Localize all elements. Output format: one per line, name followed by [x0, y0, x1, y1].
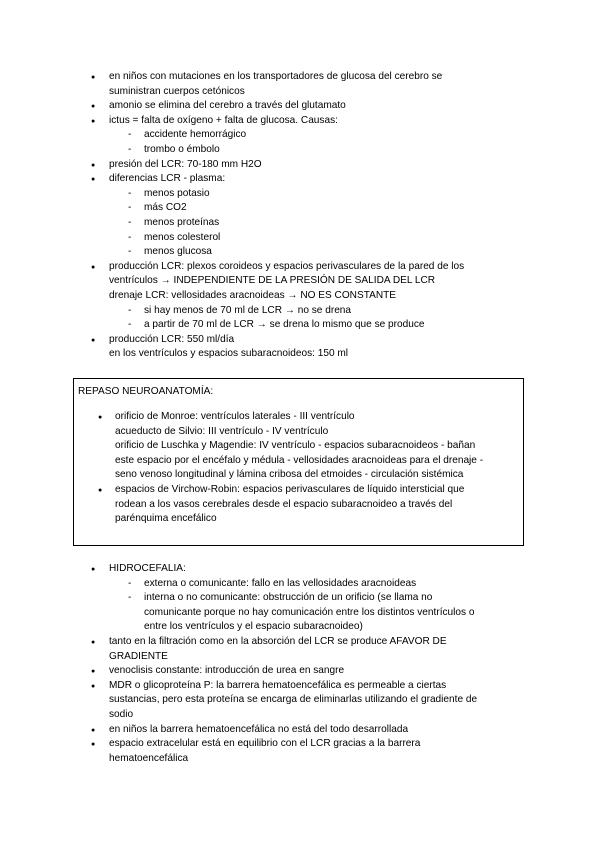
bullet-item: [109, 158, 529, 173]
box-bullet-list: [115, 410, 520, 527]
sub-item: - menos glucosa: [144, 245, 529, 260]
bullet-text-line: rodean a los vasos cerebrales desde el espacio subaracnoideo a través del: [115, 498, 453, 510]
sub-item: - menos potasio: [144, 187, 529, 202]
sub-list: [144, 128, 529, 157]
bullet-text-line: ● ictus = falta de oxígeno + falta de glucosa. Causas:: [109, 114, 338, 126]
sub-item: [144, 591, 529, 635]
bullet-item: [109, 70, 529, 99]
bullet-text-line: ● orificio de Monroe: ventrículos laterales - III ventrículo: [115, 411, 355, 422]
bullet-text-line: ● presión del LCR: 70-180 mm H2O: [109, 158, 262, 170]
bullet-item: [109, 737, 529, 766]
sub-item: - menos colesterol: [144, 231, 529, 246]
sub-item: - externa o comunicante: fallo en las vellosidades aracnoideas: [144, 577, 529, 592]
bullet-text-line: sustancias, pero esta proteína se encarga de eliminarlas utilizando el gradiente de: [109, 694, 478, 706]
sub-item-line: - interna o no comunicante: obstrucción de un orificio (se llama no: [144, 592, 433, 604]
sub-item: - menos proteínas: [144, 216, 529, 231]
sub-list: [144, 304, 529, 333]
bullet-text-line: ● tanto en la filtración como en la absorción del LCR se produce AFAVOR DE: [109, 635, 447, 647]
bullet-item: [109, 635, 529, 664]
sub-item: - accidente hemorrágico: [144, 128, 529, 143]
bullet-text-line: acueducto de Silvio: III ventrículo - IV ventrículo: [115, 425, 329, 437]
bullet-text-line: ● venoclisis constante: introducción de urea en sangre: [109, 665, 345, 677]
sub-list: [144, 187, 529, 260]
bullet-text-line: seno venoso longitudinal y lámina cribosa del etmoides - circulación sistémica: [115, 469, 464, 481]
bullet-text-line: ● espacio extracelular está en equilibrio con el LCR gracias a la barrera: [109, 738, 421, 750]
bullet-item: [115, 483, 520, 527]
bullet-item: [115, 410, 520, 483]
bullet-text-line: en los ventrículos y espacios subaracnoideos: 150 ml: [109, 348, 349, 360]
neuroanatomy-review-box: [73, 378, 524, 546]
bullet-text-line: ● producción LCR: plexos coroideos y espacios perivasculares de la pared de los: [109, 260, 465, 272]
bullet-text-line: parénquima encefálico: [115, 513, 217, 525]
bullet-item: [109, 562, 529, 635]
bullet-text-line: ● diferencias LCR - plasma:: [109, 173, 226, 185]
bullet-item: [109, 114, 529, 158]
bullet-text-line: GRADIENTE: [109, 650, 168, 662]
bullet-text-line: ● en niños la barrera hematoencefálica no está del todo desarrollada: [109, 723, 409, 735]
bullet-text-line: ● amonio se elimina del cerebro a través del glutamato: [109, 100, 346, 112]
bullet-text-line: ● espacios de Virchow-Robin: espacios perivasculares de líquido intersticial que: [115, 483, 465, 495]
bullet-text-line: ventrículos → INDEPENDIENTE DE LA PRESIÓN DE SALIDA DEL LCR: [109, 275, 436, 287]
bullet-item: [109, 333, 529, 362]
bullet-text-line: sodio: [109, 708, 134, 720]
bullet-item: [109, 664, 529, 679]
bullet-text-line: ● producción LCR: 550 ml/día: [109, 333, 235, 345]
bullet-text-line: hematoencefálica: [109, 752, 189, 764]
sub-list: [144, 577, 529, 635]
sub-item: - más CO2: [144, 201, 529, 216]
bullet-item: [109, 260, 529, 333]
bullet-text-line: ● en niños con mutaciones en los transportadores de glucosa del cerebro se: [109, 71, 443, 82]
bullet-text-line: ● HIDROCEFALIA:: [109, 563, 186, 574]
bullet-text-line: este espacio por el encéfalo y médula - vellosidades aracnoideas para el drenaje -: [115, 454, 484, 466]
sub-item-line: entre los ventrículos y el espacio subaracnoideo): [144, 621, 363, 633]
sub-item: - si hay menos de 70 ml de LCR → no se drena: [144, 304, 529, 319]
bullet-text-line: orificio de Luschka y Magendie: IV ventrículo - espacios subaracnoideos - bañan: [115, 440, 476, 452]
notes-section-2: [109, 562, 529, 766]
bullet-text-line: suministran cuerpos cetónicos: [109, 85, 245, 97]
sub-item-line: comunicante porque no hay comunicación entre los distintos ventrículos o: [144, 606, 475, 618]
bullet-text-line: drenaje LCR: vellosidades aracnoideas → NO ES CONSTANTE: [109, 289, 397, 301]
sub-item: - trombo o émbolo: [144, 143, 529, 158]
sub-item: - a partir de 70 ml de LCR → se drena lo mismo que se produce: [144, 318, 529, 333]
bullet-item: [109, 172, 529, 260]
bullet-text-line: ● MDR o glicoproteína P: la barrera hematoencefálica es permeable a ciertas: [109, 679, 447, 691]
notes-section-1: [109, 70, 529, 362]
bullet-list: [109, 70, 529, 362]
bullet-list: [109, 562, 529, 766]
bullet-item: [109, 723, 529, 738]
box-title: REPASO NEUROANATOMÍA:: [78, 386, 214, 397]
bullet-item: [109, 679, 529, 723]
bullet-item: [109, 99, 529, 114]
